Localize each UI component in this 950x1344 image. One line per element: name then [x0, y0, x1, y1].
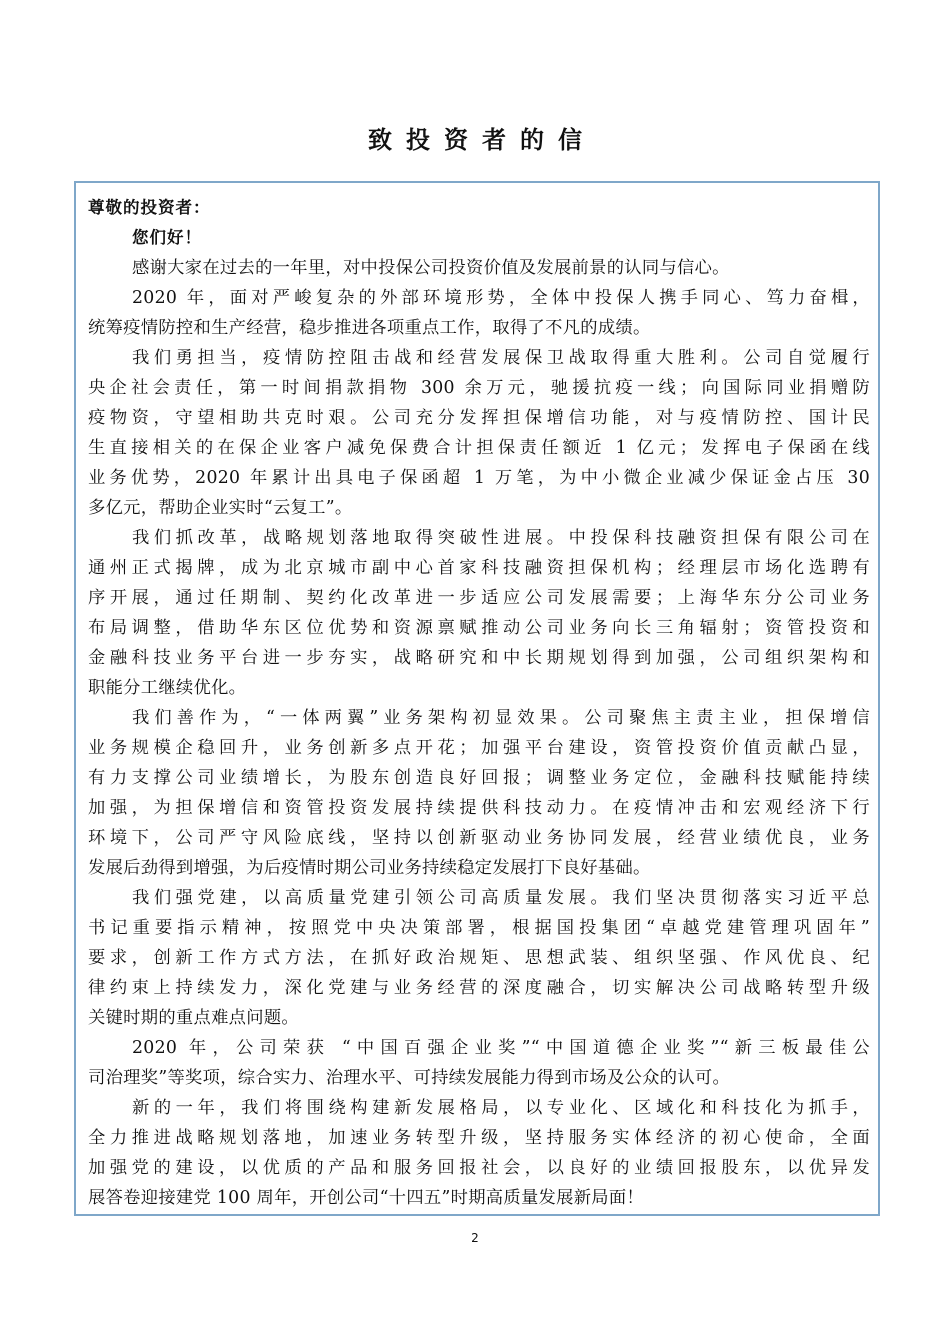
paragraph-line: 我们抓改革，战略规划落地取得突破性进展。中投保科技融资担保有限公司在	[132, 528, 870, 548]
paragraph-line: 通州正式揭牌，成为北京城市副中心首家科技融资担保机构；经理层市场化选聘有	[88, 558, 870, 578]
paragraph-line: 加强，为担保增信和资管投资发展持续提供科技动力。在疫情冲击和宏观经济下行	[88, 798, 870, 818]
paragraph-line: 关键时期的重点难点问题。	[88, 1008, 299, 1028]
paragraph-line: 2020 年，公司荣获 “中国百强企业奖”“中国道德企业奖”“新三板最佳公	[132, 1038, 870, 1058]
paragraph-epidemic-response	[88, 343, 870, 523]
paragraph-line: 业务规模企稳回升，业务创新多点开花；加强平台建设，资管投资价值贡献凸显，	[88, 738, 870, 758]
paragraph-line: 多亿元，帮助企业实时“云复工”。	[88, 498, 353, 518]
paragraph-line: 金融科技业务平台进一步夯实，战略研究和中长期规划得到加强，公司组织架构和	[88, 648, 870, 668]
paragraph-line: 2020 年，面对严峻复杂的外部环境形势，全体中投保人携手同心、笃力奋楫，	[132, 288, 870, 308]
paragraph-line: 律约束上持续发力，深化党建与业务经营的深度融合，切实解决公司战略转型升级	[88, 978, 870, 998]
paragraph-line: 感谢大家在过去的一年里，对中投保公司投资价值及发展前景的认同与信心。	[132, 258, 730, 278]
paragraph-line: 新的一年，我们将围绕构建新发展格局，以专业化、区域化和科技化为抓手，	[132, 1098, 870, 1118]
paragraph-outlook	[88, 1093, 870, 1213]
paragraph-line: 书记重要指示精神，按照党中央决策部署，根据国投集团“卓越党建管理巩固年”	[88, 918, 870, 938]
paragraph-line: 业务优势，2020 年累计出具电子保函超 1 万笔，为中小微企业减少保证金占压 30	[88, 468, 870, 488]
paragraph-line: 全力推进战略规划落地，加速业务转型升级，坚持服务实体经济的初心使命，全面	[88, 1128, 870, 1148]
paragraph-line: 布局调整，借助华东区位优势和资源禀赋推动公司业务向长三角辐射；资管投资和	[88, 618, 870, 638]
paragraph-party-building	[88, 883, 870, 1033]
page-number: 2	[471, 1231, 479, 1245]
paragraph-line: 发展后劲得到增强，为后疫情时期公司业务持续稳定发展打下良好基础。	[88, 858, 651, 878]
paragraph-business-architecture	[88, 703, 870, 883]
paragraph-line: 加强党的建设，以优质的产品和服务回报社会，以良好的业绩回报股东，以优异发	[88, 1158, 870, 1178]
paragraph-line: 生直接相关的在保企业客户减免保费合计担保责任额近 1 亿元；发挥电子保函在线	[88, 438, 870, 458]
page-title: 致投资者的信	[368, 126, 596, 154]
paragraph-line: 央企社会责任，第一时间捐款捐物 300 余万元，驰援抗疫一线；向国际同业捐赠防	[88, 378, 870, 398]
paragraph-reform	[88, 523, 870, 703]
paragraph-line: 我们勇担当，疫情防控阻击战和经营发展保卫战取得重大胜利。公司自觉履行	[132, 348, 870, 368]
paragraph-2020-overview	[88, 283, 870, 343]
paragraph-line: 环境下，公司严守风险底线，坚持以创新驱动业务协同发展，经营业绩优良，业务	[88, 828, 870, 848]
paragraph-line: 我们强党建，以高质量党建引领公司高质量发展。我们坚决贯彻落实习近平总	[132, 888, 870, 908]
paragraph-line: 展答卷迎接建党 100 周年，开创公司“十四五”时期高质量发展新局面！	[88, 1188, 645, 1208]
paragraph-line: 要求，创新工作方式方法，在抓好政治规矩、思想武装、组织坚强、作风优良、纪	[88, 948, 870, 968]
paragraph-line: 司治理奖”等奖项，综合实力、治理水平、可持续发展能力得到市场及公众的认可。	[88, 1068, 731, 1088]
paragraph-line: 序开展，通过任期制、契约化改革进一步适应公司发展需要；上海华东分公司业务	[88, 588, 870, 608]
paragraph-line: 疫物资，守望相助共克时艰。公司充分发挥担保增信功能，对与疫情防控、国计民	[88, 408, 870, 428]
paragraph-gratitude	[88, 253, 870, 283]
paragraph-awards	[88, 1033, 870, 1093]
salutation: 尊敬的投资者：	[88, 198, 211, 217]
paragraph-line: 统筹疫情防控和生产经营，稳步推进各项重点工作，取得了不凡的成绩。	[88, 318, 651, 338]
letter-box	[74, 181, 880, 1216]
greeting: 您们好！	[132, 228, 202, 247]
paragraph-line: 我们善作为，“一体两翼”业务架构初显效果。公司聚焦主责主业，担保增信	[132, 708, 870, 728]
paragraph-line: 有力支撑公司业绩增长，为股东创造良好回报；调整业务定位，金融科技赋能持续	[88, 768, 870, 788]
paragraph-line: 职能分工继续优化。	[88, 678, 247, 698]
